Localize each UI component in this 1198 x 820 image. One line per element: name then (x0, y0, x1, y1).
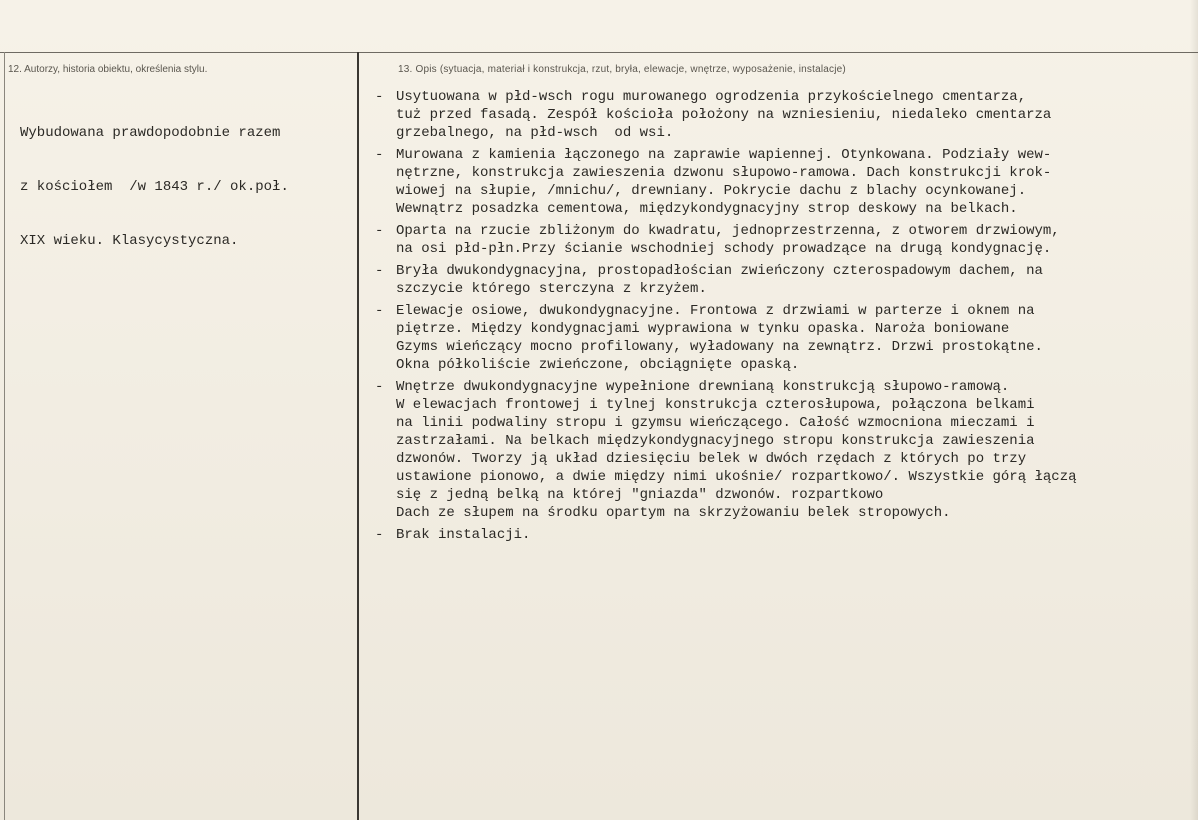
description-line: Usytuowana w płd-wsch rogu murowanego ogrodzenia przykościelnego cmentarza, (396, 89, 1027, 105)
bullet-dash: - (375, 147, 384, 163)
description-line: Oparta na rzucie zbliżonym do kwadratu, jednoprzestrzenna, z otworem drzwiowym, (396, 223, 1060, 239)
description-line: zastrzałami. Na belkach międzykondygnacyjnego stropu konstrukcja zawieszenia (396, 433, 1035, 449)
description-line: tuż przed fasadą. Zespół kościoła położony na wzniesieniu, niedaleko cmentarza (396, 107, 1052, 123)
history-line: z kościołem /w 1843 r./ ok.poł. (20, 179, 289, 195)
history-line: Wybudowana prawdopodobnie razem (20, 125, 281, 141)
left-border-line (4, 52, 5, 820)
description-line: Wewnątrz posadzka cementowa, międzykondygnacyjny strop deskowy na belkach. (396, 201, 1018, 217)
description-line: Brak instalacji. (396, 527, 531, 543)
description-line: na linii podwaliny stropu i gzymsu wieńczącego. Całość wzmocniona mieczami i (396, 415, 1035, 431)
description-line: W elewacjach frontowej i tylnej konstrukcja czterosłupowa, połączona belkami (396, 397, 1035, 413)
bullet-dash: - (375, 527, 384, 543)
description-line: Elewacje osiowe, dwukondygnacyjne. Frontowa z drzwiami w parterze i oknem na (396, 303, 1035, 319)
description-line: Okna półkoliście zwieńczone, obciągnięte opaską. (396, 357, 800, 373)
description-line: piętrze. Między kondygnacjami wyprawiona w tynku opaska. Naroża boniowane (396, 321, 1010, 337)
description-item (375, 526, 1187, 544)
description-list (375, 88, 1187, 548)
history-text (20, 88, 350, 286)
description-line: się z jedną belką na której "gniazda" dzwonów. rozpartkowo (396, 487, 884, 503)
bullet-dash: - (375, 223, 384, 239)
description-line: Gzyms wieńczący mocno profilowany, wyładowany na zewnątrz. Drzwi prostokątne. (396, 339, 1043, 355)
section-12-header: 12. Autorzy, historia obiektu, określenia stylu. (8, 64, 208, 75)
bullet-dash: - (375, 303, 384, 319)
description-line: wiowej na słupie, /mnichu/, drewniany. Pokrycie dachu z blachy ocynkowanej. (396, 183, 1027, 199)
description-line: Bryła dwukondygnacyjna, prostopadłościan zwieńczony czterospadowym dachem, na (396, 263, 1043, 279)
description-line: ustawione pionowo, a dwie między nimi ukośnie/ rozpartkowo/. Wszystkie górą łączą (396, 469, 1077, 485)
history-line: XIX wieku. Klasycystyczna. (20, 233, 239, 249)
description-line: Dach ze słupem na środku opartym na skrzyżowaniu belek stropowych. (396, 505, 951, 521)
bullet-dash: - (375, 89, 384, 105)
description-line: grzebalnego, na płd-wsch od wsi. (396, 125, 674, 141)
description-line: Murowana z kamienia łączonego na zaprawie wapiennej. Otynkowana. Podziały wew- (396, 147, 1052, 163)
page-edge-shadow (1190, 0, 1198, 820)
description-item (375, 88, 1187, 142)
bullet-dash: - (375, 263, 384, 279)
description-item (375, 262, 1187, 298)
description-item (375, 222, 1187, 258)
description-line: na osi płd-płn.Przy ścianie wschodniej schody prowadzące na drugą kondygnację. (396, 241, 1052, 257)
description-line: dzwonów. Tworzy ją układ dziesięciu belek w dwóch rzędach z których po trzy (396, 451, 1027, 467)
bullet-dash: - (375, 379, 384, 395)
section-13-header: 13. Opis (sytuacja, materiał i konstrukcja, rzut, bryła, elewacje, wnętrze, wyposażenie, instalacje) (398, 64, 846, 75)
description-line: szczycie którego sterczyna z krzyżem. (396, 281, 707, 297)
description-line: nętrzne, konstrukcja zawieszenia dzwonu słupowo-ramowa. Dach konstrukcji krok- (396, 165, 1052, 181)
description-item (375, 378, 1187, 522)
description-item (375, 302, 1187, 374)
header-rule (0, 52, 1198, 53)
column-divider (357, 52, 359, 820)
description-line: Wnętrze dwukondygnacyjne wypełnione drewnianą konstrukcją słupowo-ramową. (396, 379, 1010, 395)
description-item (375, 146, 1187, 218)
